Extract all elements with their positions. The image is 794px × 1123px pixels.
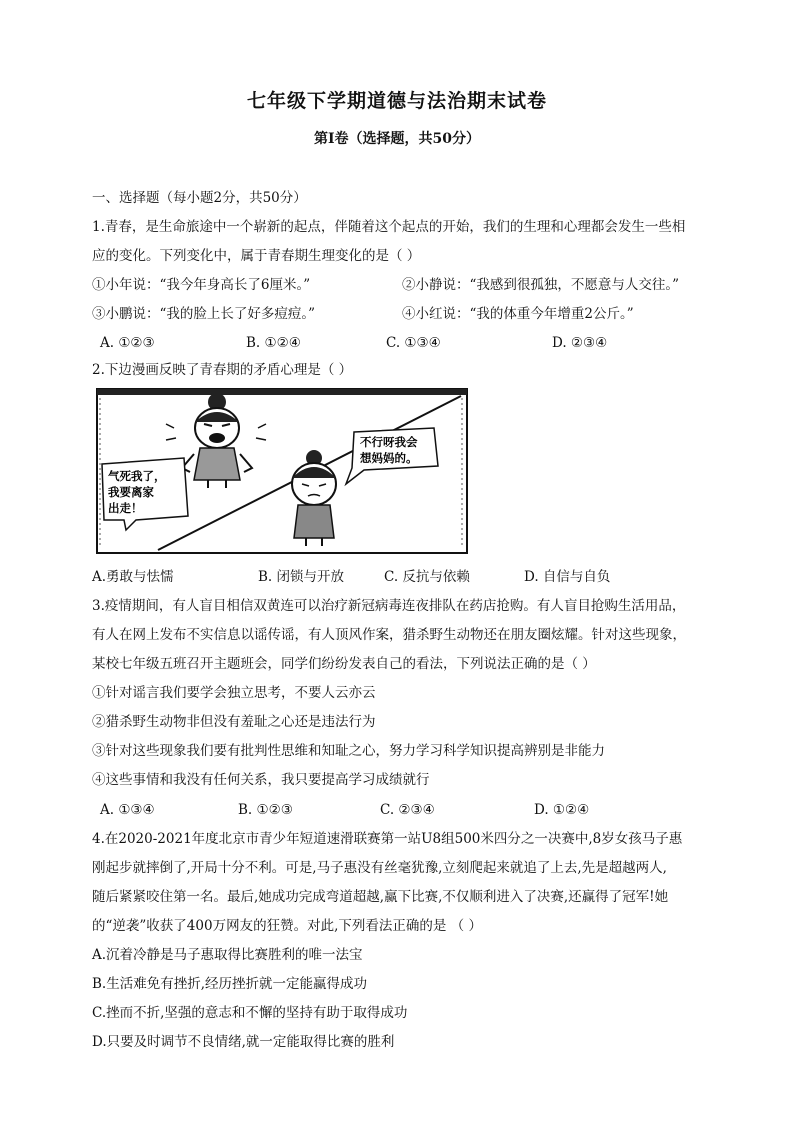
q3-option-a: A. ①③④ [100,802,155,818]
q4-option-a: A.沉着冷静是马子惠取得比赛胜利的唯一法宝 [92,947,363,963]
q1-item-4: ④小红说：“我的体重今年增重2公斤。” [402,306,634,322]
q3-option-c: C. ②③④ [380,802,435,818]
q2-stem: 2.下边漫画反映了青春期的矛盾心理是（ ） [92,362,353,378]
section-heading: 一、选择题（每小题2分，共50分） [92,190,307,206]
bubble-left-line3: 出走！ [108,501,143,515]
comic-image [96,388,468,554]
q1-item-1: ①小年说：“我今年身高长了6厘米。” [92,277,311,293]
q4-stem-line2: 刚起步就摔倒了,开局十分不利。可是,马子惠没有丝毫犹豫,立刻爬起来就追了上去,先是超越两人, [92,860,667,876]
exam-title: 七年级下学期道德与法治期末试卷 [246,90,547,112]
q3-option-d: D. ①②④ [534,802,590,818]
q1-option-c: C. ①③④ [386,335,441,351]
q1-option-b: B. ①②④ [246,335,301,351]
q3-stem-line2: 有人在网上发布不实信息以谣传谣，有人顶风作案，猎杀野生动物还在朋友圈炫耀。针对这些现象， [92,627,686,643]
q1-stem-line2: 应的变化。下列变化中，属于青春期生理变化的是（ ） [92,248,421,264]
bubble-right-line1: 不行呀我会 [360,435,418,449]
q3-item-1: ①针对谣言我们要学会独立思考，不要人云亦云 [92,685,376,701]
bubble-right-line2: 想妈妈的。 [360,451,418,465]
q1-item-2: ②小静说：“我感到很孤独，不愿意与人交往。” [402,277,680,293]
q3-item-2: ②猎杀野生动物非但没有羞耻之心还是违法行为 [92,714,376,730]
q3-item-4: ④这些事情和我没有任何关系，我只要提高学习成绩就行 [92,772,430,788]
q2-option-a: A.勇敢与怯懦 [92,569,174,585]
q3-stem-line1: 3.疫情期间，有人盲目相信双黄连可以治疗新冠病毒连夜排队在药店抢购。有人盲目抢购生活用品， [92,598,686,614]
q4-stem-line4: 的“逆袭”收获了400万网友的狂赞。对此,下列看法正确的是 （ ） [92,918,482,934]
q2-option-b: B. 闭锁与开放 [258,569,345,585]
q4-option-b: B.生活难免有挫折,经历挫折就一定能赢得成功 [92,976,368,992]
q4-stem-line1: 4.在2020-2021年度北京市青少年短道速滑联赛第一站U8组500米四分之一决赛中,8岁女孩马子惠 [92,831,683,847]
bubble-left-line2: 我要离家 [108,485,154,499]
q1-stem-line1: 1.青春，是生命旅途中一个崭新的起点，伴随着这个起点的开始，我们的生理和心理都会发生一些相 [92,219,686,235]
q3-option-b: B. ①②③ [238,802,293,818]
q1-option-a: A. ①②③ [100,335,155,351]
bubble-left-line1: 气死我了， [108,469,166,483]
q3-stem-line3: 某校七年级五班召开主题班会，同学们纷纷发表自己的看法，下列说法正确的是（ ） [92,656,596,672]
q4-option-c: C.挫而不折,坚强的意志和不懈的坚持有助于取得成功 [92,1005,408,1021]
q1-option-d: D. ②③④ [552,335,608,351]
q1-item-3: ③小鹏说：“我的脸上长了好多痘痘。” [92,306,316,322]
q3-item-3: ③针对这些现象我们要有批判性思维和知耻之心，努力学习科学知识提高辨别是非能力 [92,743,605,759]
q4-stem-line3: 随后紧紧咬住第一名。最后,她成功完成弯道超越,赢下比赛,不仅顺利进入了决赛,还赢得了冠军!她 [92,889,669,905]
exam-subtitle: 第Ⅰ卷（选择题，共50分） [313,131,481,147]
q4-option-d: D.只要及时调节不良情绪,就一定能取得比赛的胜利 [92,1034,395,1050]
q2-option-d: D. 自信与自负 [524,569,611,585]
q2-option-c: C. 反抗与依赖 [384,569,470,585]
